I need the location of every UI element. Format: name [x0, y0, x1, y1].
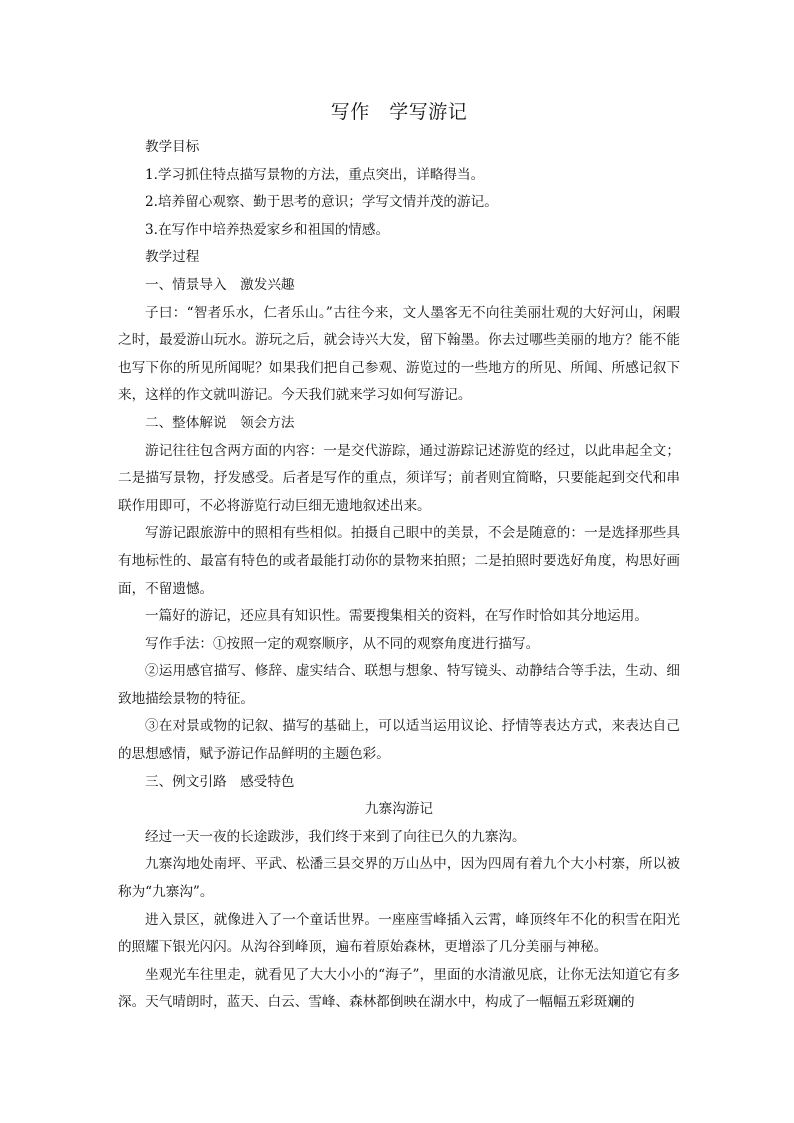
example-paragraph: 九寨沟地处南坪、平武、松潘三县交界的万山丛中，因为四周有着九个大小村寨，所以被称为“九寨沟”。: [118, 856, 680, 901]
goal-item: 2.培养留心观察、勤于思考的意识；学写文情并茂的游记。: [145, 194, 498, 211]
paragraph: 写游记跟旅游中的照相有些相似。拍摄自己眼中的美景，不会是随意的：一是选择那些具有地标性的、最富有特色的或者最能打动你的景物来拍照；二是拍照时要选好角度，构思好画面，不留遗憾。: [118, 525, 680, 597]
process-heading: 教学过程: [145, 249, 200, 266]
section-heading: 三、例文引路 感受特色: [145, 773, 295, 790]
example-paragraph: 坐观光车往里走，就看见了大大小小的“海子”，里面的水清澈见底，让你无法知道它有多深。天气晴朗时，蓝天、白云、雪峰、森林都倒映在湖水中，构成了一幅幅五彩斑斓的: [118, 966, 680, 1011]
paragraph: 子曰：“智者乐水，仁者乐山。”古往今来，文人墨客无不向往美丽壮观的大好河山，闲暇之时，最爱游山玩水。游玩之后，就会诗兴大发，留下翰墨。你去过哪些美丽的地方？能不能也写下你的所见所闻呢？如果我们把自己参观、游览过的一些地方的所见、所闻、所感记叙下来，这样的作文就叫游记。今天我们就来学习如何写游记。: [118, 304, 680, 404]
example-paragraph: 进入景区，就像进入了一个童话世界。一座座雪峰插入云霄，峰顶终年不化的积雪在阳光的照耀下银光闪闪。从沟谷到峰顶，遍布着原始森林，更增添了几分美丽与神秘。: [118, 911, 680, 956]
example-title: 九寨沟游记: [365, 801, 433, 818]
example-paragraph: 经过一天一夜的长途跋涉，我们终于来到了向往已久的九寨沟。: [145, 828, 526, 845]
document-body: [118, 134, 680, 1017]
paragraph: 一篇好的游记，还应具有知识性。需要搜集相关的资料，在写作时恰如其分地运用。: [145, 608, 648, 625]
paragraph: ③在对景或物的记叙、描写的基础上，可以适当运用议论、抒情等表达方式，来表达自己的思想感情，赋予游记作品鲜明的主题色彩。: [118, 718, 680, 763]
section-heading: 一、情景导入 激发兴趣: [145, 276, 295, 293]
goal-item: 1.学习抓住特点描写景物的方法，重点突出，详略得当。: [145, 166, 485, 183]
page-title: 写作 学写游记: [330, 101, 468, 123]
paragraph: ②运用感官描写、修辞、虚实结合、联想与想象、特写镜头、动静结合等手法，生动、细致地描绘景物的特征。: [118, 663, 680, 707]
goal-item: 3.在写作中培养热爱家乡和祖国的情感。: [145, 221, 390, 238]
paragraph: 写作手法：①按照一定的观察顺序，从不同的观察角度进行描写。: [145, 635, 540, 652]
section-heading: 二、整体解说 领会方法: [145, 414, 295, 431]
goals-heading: 教学目标: [145, 139, 200, 155]
paragraph: 游记往往包含两方面的内容：一是交代游踪，通过游踪记述游览的经过，以此串起全文；二是描写景物，抒发感受。后者是写作的重点，须详写；前者则宜简略，只要能起到交代和串联作用即可，不必将游览行动巨细无遗地叙述出来。: [118, 442, 680, 514]
